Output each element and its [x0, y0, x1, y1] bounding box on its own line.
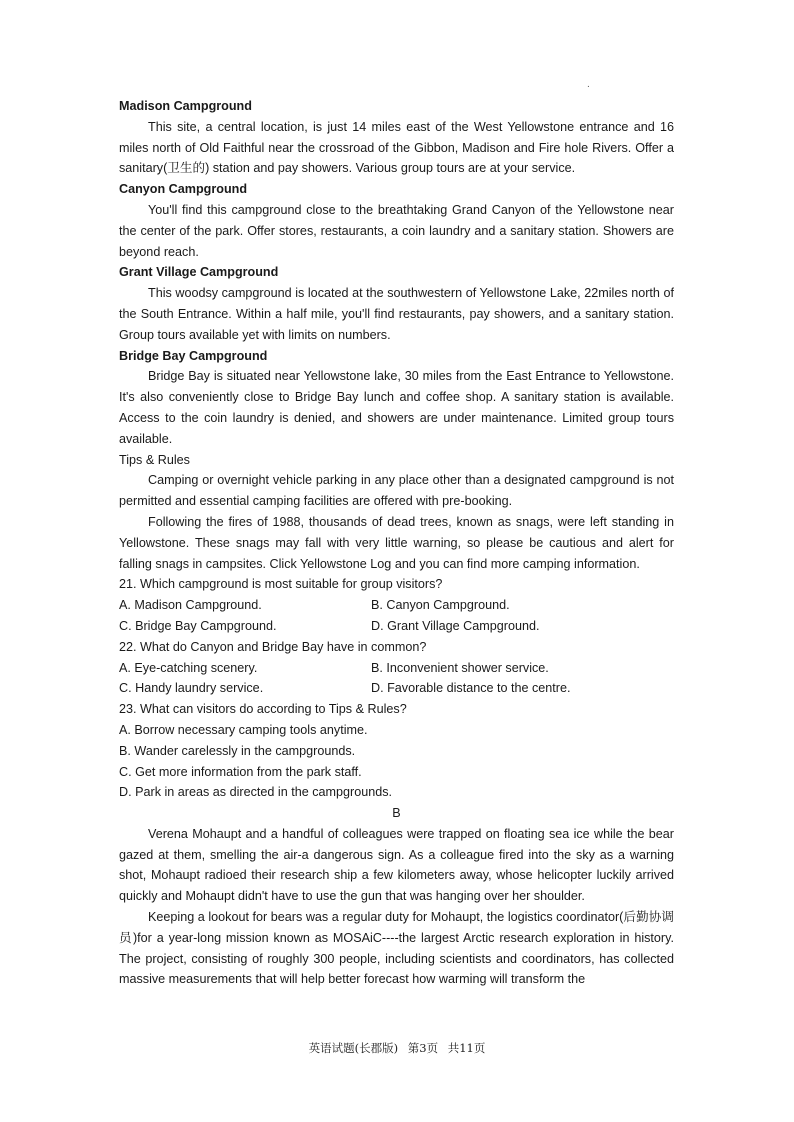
campground-description: Bridge Bay is situated near Yellowstone lake, 30 miles from the East Entrance to Yellowstone. It's also conveniently close to Bridge Bay lunch and coffee shop. A sanitary station is available. Access to the coin laundry is denied, and showers are under maintenance. Limited group tours available.	[119, 369, 674, 446]
campground-section-canyon	[119, 179, 674, 262]
option-a: A. Madison Campground.	[119, 598, 262, 613]
tips-section	[119, 450, 674, 575]
option-c: C. Bridge Bay Campground.	[119, 618, 277, 633]
page-footer	[0, 1040, 794, 1056]
passage-paragraph: Verena Mohaupt and a handful of colleagues were trapped on floating sea ice while the bear gazed at them, smelling the air-a dangerous sign. As a colleague fired into the sky as a warning shot, Mohaupt radioed their research ship a few kilometers away, whose helicopter luckily arrived quickly and Mohaupt didn't have to use the gun that was hanging over her shoulder.	[119, 826, 674, 904]
campground-heading: Bridge Bay Campground	[119, 348, 268, 363]
campground-heading: Madison Campground	[119, 99, 252, 113]
option-d: D. Grant Village Campground.	[371, 618, 540, 633]
options-row	[119, 678, 674, 699]
options-row	[119, 658, 674, 679]
question-21	[119, 574, 674, 636]
campground-section-bridge-bay	[119, 346, 674, 450]
campground-heading: Canyon Campground	[119, 182, 248, 197]
footer-total-pages: 共11页	[447, 1041, 486, 1055]
tips-paragraph: Camping or overnight vehicle parking in any place other than a designated campground is not permitted and essential camping facilities are offered with pre-booking.	[119, 473, 674, 509]
option-c: C. Get more information from the park staff.	[119, 764, 362, 779]
section-b-label: B	[392, 806, 401, 821]
passage-paragraph: Keeping a lookout for bears was a regular duty for Mohaupt, the logistics coordinator(后勤协调员)for a year-long mission known as MOSAiC----the largest Arctic research exploration in history. The project, consisting of roughly 300 people, including scientists and coordinators, has collected massive measurements that will help better forecast how warming will transform the	[119, 910, 674, 987]
options-row	[119, 595, 674, 616]
question-23	[119, 699, 674, 803]
option-d: D. Park in areas as directed in the campgrounds.	[119, 785, 393, 800]
campground-section-madison	[119, 96, 674, 179]
question-stem: 21. Which campground is most suitable for group visitors?	[119, 577, 443, 592]
option-b: B. Wander carelessly in the campgrounds.	[119, 743, 356, 758]
tips-paragraph: Following the fires of 1988, thousands of dead trees, known as snags, were left standing in Yellowstone. These snags may fall with very little warning, so please be cautious and alert for falling snags in campsites. Click Yellowstone Log and you can find more camping information.	[119, 514, 674, 571]
footer-page-number: 第3页	[407, 1041, 439, 1055]
option-a: A. Eye-catching scenery.	[119, 660, 258, 675]
page-mark: .	[587, 79, 590, 90]
footer-title: 英语试题(长郡版)	[308, 1041, 399, 1055]
option-c: C. Handy laundry service.	[119, 681, 264, 696]
option-b: B. Inconvenient shower service.	[371, 660, 549, 675]
question-stem: 22. What do Canyon and Bridge Bay have in common?	[119, 639, 427, 654]
section-b	[119, 803, 674, 990]
campground-heading: Grant Village Campground	[119, 265, 279, 280]
question-22	[119, 637, 674, 699]
option-a: A. Borrow necessary camping tools anytime.	[119, 722, 368, 737]
tips-title: Tips & Rules	[119, 452, 190, 467]
campground-section-grant-village	[119, 262, 674, 345]
document-body	[119, 96, 674, 990]
option-d: D. Favorable distance to the centre.	[371, 681, 571, 696]
campground-description: You'll find this campground close to the breathtaking Grand Canyon of the Yellowstone near the center of the park. Offer stores, restaurants, a coin laundry and a sanitary station. Showers are beyond reach.	[119, 202, 674, 259]
options-row	[119, 616, 674, 637]
option-b: B. Canyon Campground.	[371, 598, 510, 613]
campground-description: This site, a central location, is just 14 miles east of the West Yellowstone entrance and 16 miles north of Old Faithful near the crossroad of the Gibbon, Madison and Fire hole Rivers. Offer a sanitary(卫生的) station and pay showers. Various group tours are at your service.	[119, 119, 674, 176]
question-stem: 23. What can visitors do according to Tips & Rules?	[119, 702, 407, 717]
campground-description: This woodsy campground is located at the southwestern of Yellowstone Lake, 22miles north of the South Entrance. Within a half mile, you'll find restaurants, pay showers, and a sanitary station. Group tours available yet with limits on numbers.	[119, 286, 674, 342]
